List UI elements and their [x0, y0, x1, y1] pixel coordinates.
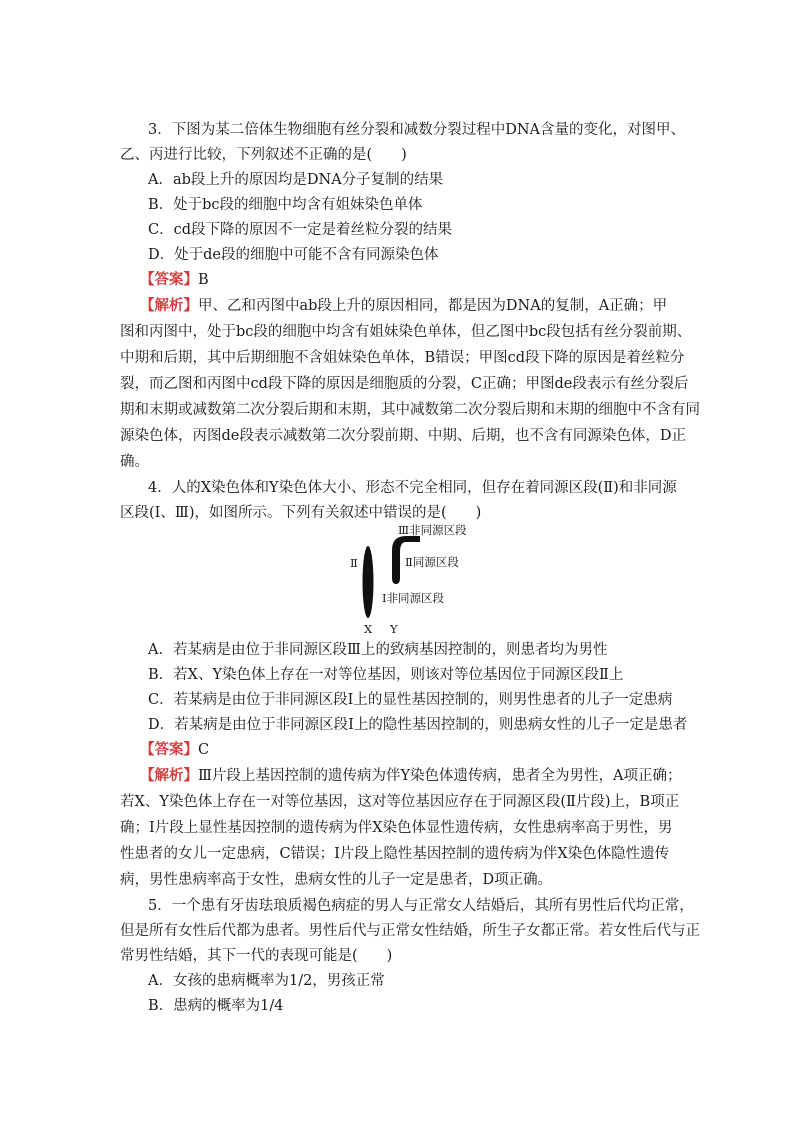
label-ii-side: Ⅱ: [350, 556, 358, 570]
q3-analysis-line2: 图和丙图中，处于bc段的细胞中均含有姐妹染色单体，但乙图中bc段包括有丝分裂前期、: [120, 324, 692, 340]
q4-analysis-line1: [140, 766, 700, 786]
q4-analysis-text1: Ⅲ片段上基因控制的遗传病为伴Y染色体遗传病，患者全为男性，A项正确；: [198, 768, 682, 784]
q3-option-b: B．处于bc段的细胞中均含有姐妹染色单体: [148, 197, 423, 213]
q4-option-b: B．若X、Y染色体上存在一对等位基因，则该对等位基因位于同源区段Ⅱ上: [148, 667, 624, 683]
q4-option-d: D．若某病是由位于非同源区段Ⅰ上的隐性基因控制的，则患病女性的儿子一定是患者: [148, 717, 688, 733]
q5-stem-line2: 但是所有女性后代都为患者。男性后代与正常女性结婚，所生子女都正常。若女性后代与正: [120, 923, 700, 939]
q3-stem-line1: 3．下图为某二倍体生物细胞有丝分裂和减数分裂过程中DNA含量的变化，对图甲、: [148, 122, 686, 138]
label-y: Y: [390, 622, 398, 636]
q3-answer-tag: 【答案】: [140, 271, 198, 288]
q3-analysis-text1: 甲、乙和丙图中ab段上升的原因相同，都是因为DNA的复制，A正确；甲: [198, 298, 668, 314]
xy-chromosome-figure: [340, 520, 500, 640]
q5-stem-line1: 5．一个患有牙齿珐琅质褐色病症的男人与正常女人结婚后，其所有男性后代均正常，: [148, 898, 694, 914]
q3-option-d: D．处于de段的细胞中可能不含有同源染色体: [148, 247, 439, 263]
q3-analysis-line3: 中期和后期，其中后期细胞不含姐妹染色单体，B错误；甲图cd段下降的原因是着丝粒分: [120, 350, 685, 366]
q4-analysis-line3: 确；Ⅰ片段上显性基因控制的遗传病为伴X染色体显性遗传病，女性患病率高于男性，男: [120, 820, 673, 836]
label-region-iii: Ⅲ非同源区段: [398, 523, 467, 537]
q3-option-c: C．cd段下降的原因不一定是着丝粒分裂的结果: [148, 222, 452, 238]
q3-stem-line2: 乙、丙进行比较，下列叙述不正确的是( ): [120, 147, 407, 163]
label-region-ii: Ⅱ同源区段: [405, 555, 459, 569]
q4-analysis-line2: 若X、Y染色体上存在一对等位基因，这对等位基因应存在于同源区段(Ⅱ片段)上，B项正: [120, 794, 680, 810]
q4-answer-tag: 【答案】: [140, 741, 198, 758]
x-chromosome: [363, 546, 374, 618]
q3-analysis-tag: 【解析】: [140, 297, 198, 314]
q5-stem-line3: 常男性结婚，其下一代的表现可能是( ): [120, 948, 393, 964]
q4-analysis-line5: 病，男性患病率高于女性，患病女性的儿子一定是患者，D项正确。: [120, 872, 553, 888]
q5-option-b: B．患病的概率为1/4: [148, 998, 284, 1014]
q4-option-c: C．若某病是由位于非同源区段Ⅰ上的显性基因控制的，则男性患者的儿子一定患病: [148, 692, 673, 708]
q3-option-a: A．ab段上升的原因均是DNA分子复制的结果: [148, 172, 444, 188]
q4-answer-row: [140, 740, 700, 760]
q3-analysis-line7: 确。: [120, 454, 149, 470]
q3-analysis-line6: 源染色体，丙图de段表示减数第二次分裂前期、中期、后期，也不含有同源染色体，D正: [120, 428, 686, 444]
q3-analysis-line1: [140, 296, 700, 316]
label-region-i: Ⅰ非同源区段: [382, 591, 445, 605]
q4-stem-line2: 区段(Ⅰ、Ⅲ)，如图所示。下列有关叙述中错误的是( ): [120, 505, 482, 521]
q4-analysis-tag: 【解析】: [140, 767, 198, 784]
label-x: X: [364, 622, 373, 636]
q5-option-a: A．女孩的患病概率为1/2，男孩正常: [148, 973, 385, 989]
q3-answer-value: B: [198, 272, 209, 288]
q4-answer-value: C: [198, 742, 210, 758]
q4-stem-line1: 4．人的X染色体和Y染色体大小、形态不完全相同，但存在着同源区段(Ⅱ)和非同源: [148, 480, 677, 496]
q4-option-a: A．若某病是由位于非同源区段Ⅲ上的致病基因控制的，则患者均为男性: [148, 642, 608, 658]
q3-answer-row: [140, 270, 700, 290]
q3-analysis-line4: 裂，而乙图和丙图中cd段下降的原因是细胞质的分裂，C正确；甲图de段表示有丝分裂后: [120, 376, 689, 392]
q3-analysis-line5: 期和末期或减数第二次分裂后期和末期，其中减数第二次分裂后期和末期的细胞中不含有同: [120, 402, 700, 418]
q4-analysis-line4: 性患者的女儿一定患病，C错误；Ⅰ片段上隐性基因控制的遗传病为伴X染色体隐性遗传: [120, 846, 670, 862]
